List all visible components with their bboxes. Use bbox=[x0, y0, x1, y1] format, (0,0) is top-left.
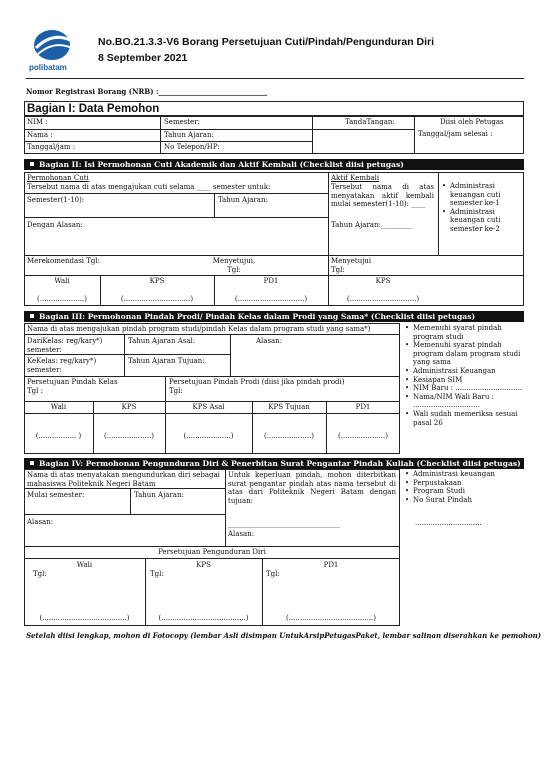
role-kps: KPS bbox=[121, 403, 137, 411]
section-2-title: Bagian II: Isi Permohonan Cuti Akademik dan Aktif Kembali (Checklist diisi petugas) bbox=[24, 159, 524, 170]
letter-number-line[interactable]: .............................. bbox=[415, 519, 482, 527]
checklist-item[interactable]: • Administrasi keuangan bbox=[405, 470, 523, 479]
leave-duration-text[interactable]: Tersebut nama di atas mengajukan cuti selama ____ semester untuk: bbox=[27, 183, 271, 191]
datetime-field[interactable]: Tanggal/jam : bbox=[27, 143, 76, 151]
checklist-item[interactable]: • NIM Baru : .............................. bbox=[405, 384, 523, 393]
signature-line[interactable]: (................. ) bbox=[35, 432, 82, 440]
resign-intro: Nama di atas menyatakan mengundurkan diri sebagai mahasiswa Politeknik Negeri Batam bbox=[27, 471, 220, 488]
footer-note: Setelah diisi lengkap, mohon di Fotocopy (lembar Asli disimpan UntukArsipPetugasPaket, lembar salinan diserahkan ke pemohon) bbox=[26, 631, 542, 640]
checklist-item[interactable]: • Administrasi keuangan cuti semester ke-2 bbox=[442, 208, 522, 234]
role-kps-tujuan: KPS Tujuan bbox=[268, 403, 310, 411]
name-field[interactable]: Nama : bbox=[27, 131, 53, 139]
checklist-item[interactable]: • Administrasi Keuangan bbox=[405, 367, 523, 376]
letter-reason-field[interactable]: Alasan: bbox=[228, 530, 255, 538]
origin-year-field[interactable]: Tahun Ajaran Asal: bbox=[128, 337, 196, 345]
date-field[interactable]: Tgl: bbox=[33, 570, 47, 578]
signature-field[interactable]: TandaTangan: bbox=[345, 118, 395, 126]
polibatam-logo-icon bbox=[26, 28, 78, 62]
document-title: No.BO.21.3.3-V6 Borang Persetujuan Cuti/Pindah/Pengunduran Diri bbox=[98, 36, 435, 48]
resign-year-field[interactable]: Tahun Ajaran: bbox=[134, 491, 184, 499]
checklist-item[interactable]: • Program Studi bbox=[405, 487, 523, 496]
role-kps-2: KPS bbox=[375, 277, 391, 285]
section-1-title: Bagian I: Data Pemohon bbox=[24, 101, 524, 116]
role-wali: Wali bbox=[76, 561, 93, 569]
signature-line[interactable]: (....................) bbox=[37, 295, 87, 303]
transfer-intro: Nama di atas mengajukan pindah program studi/pindah Kelas dalam program studi yang sama*) bbox=[27, 325, 371, 333]
semester-field[interactable]: Semester: bbox=[164, 118, 200, 126]
section-4-checklist bbox=[405, 470, 523, 504]
signature-line[interactable]: (......................................) bbox=[158, 614, 249, 622]
section-2-checklist bbox=[442, 182, 522, 234]
class-transfer-date[interactable]: Tgl : bbox=[27, 387, 43, 395]
logo-text: polibatam bbox=[29, 63, 67, 72]
role-wali: Wali bbox=[54, 277, 70, 285]
checklist-item[interactable]: • Memenuhi syarat pindah program dalam program studi yang sama bbox=[405, 341, 523, 367]
checklist-item[interactable]: • Administrasi keuangan cuti semester ke-1 bbox=[442, 182, 522, 208]
section-3-checklist bbox=[405, 324, 523, 427]
registration-number-label: Nomor Registrasi Borang (NRB) :_______________________________ bbox=[26, 87, 268, 96]
prodi-transfer-approval: Persetujuan Pindah Prodi (diisi jika pindah prodi) bbox=[169, 378, 345, 386]
leave-academic-year-field[interactable]: Tahun Ajaran: bbox=[218, 196, 268, 204]
date-field[interactable]: Tgl: bbox=[150, 570, 164, 578]
target-year-field[interactable]: Tahun Ajaran Tujuan: bbox=[128, 357, 205, 365]
checklist-item[interactable]: • Memenuhi syarat pindah program studi bbox=[405, 324, 523, 341]
checklist-item[interactable]: • No Surat Pindah bbox=[405, 496, 523, 505]
signature-line[interactable]: (..............................) bbox=[234, 295, 308, 303]
approve-label-2: Menyetujui bbox=[331, 257, 372, 265]
section-4-title: Bagian IV: Permohonan Pengunduran Diri & Penerbitan Surat Pengantar Pindah Kuliah (Checklist diisi petugas) bbox=[24, 458, 524, 469]
checklist-item[interactable]: • Kesiapan SIM bbox=[405, 376, 523, 385]
section-3-title: Bagian III: Permohonan Pindah Prodi/ Pindah Kelas dalam Prodi yang Sama* (Checklist diisi petugas) bbox=[24, 311, 524, 322]
checklist-item[interactable]: • Nama/NIM Wali Baru : .............................. bbox=[405, 393, 523, 410]
transfer-letter-text: Untuk keperluan pindah, mohon diterbitkan surat pengantar pindah atas nama tersebut di atas dari Politeknik Negeri Batam dengan tujuan: bbox=[228, 471, 396, 505]
finished-datetime-field[interactable]: Tanggal/jam selesai : bbox=[418, 130, 493, 138]
role-kps: KPS bbox=[149, 277, 165, 285]
resign-approval-title: Persetujuan Pengunduran Diri bbox=[158, 548, 266, 556]
destination-line[interactable]: ________________________________ bbox=[228, 520, 340, 528]
signature-line[interactable]: (....................) bbox=[264, 432, 314, 440]
resign-reason-field[interactable]: Alasan: bbox=[27, 518, 54, 526]
checklist-item[interactable]: • Wali sudah memeriksa sesuai pasal 26 bbox=[405, 410, 523, 427]
transfer-reason-field[interactable]: Alasan: bbox=[256, 337, 283, 345]
signature-line[interactable]: (....................) bbox=[183, 432, 234, 440]
signature-line[interactable]: (..............................) bbox=[346, 295, 420, 303]
resign-semester-field[interactable]: Mulai semester: bbox=[27, 491, 85, 499]
approve-label: Menyetujui, bbox=[212, 257, 256, 265]
header-divider bbox=[26, 78, 524, 79]
logo bbox=[26, 28, 78, 74]
role-pd1: PD1 bbox=[355, 403, 371, 411]
from-class-field[interactable]: DariKelas: reg/kary*) semester: bbox=[27, 337, 103, 354]
reactivation-text[interactable]: Tersebut nama di atas menyatakan aktif kembali mulai semester(1-10): ____ bbox=[331, 183, 434, 209]
staff-only-label: Diisi oleh Petugas bbox=[440, 118, 504, 126]
to-class-field[interactable]: KeKelas: reg/kary*) semester: bbox=[27, 357, 97, 374]
prodi-transfer-date[interactable]: Tgl: bbox=[169, 387, 183, 395]
date-field[interactable]: Tgl: bbox=[266, 570, 280, 578]
nim-field[interactable]: NIM : bbox=[27, 118, 48, 126]
reactivation-heading: Aktif Kembali bbox=[331, 174, 380, 182]
signature-line[interactable]: (..............................) bbox=[120, 295, 194, 303]
leave-reason-field[interactable]: Dengan Alasan: bbox=[27, 221, 83, 229]
signature-line[interactable]: (......................................) bbox=[39, 614, 130, 622]
role-wali: Wali bbox=[50, 403, 67, 411]
academic-year-field[interactable]: Tahun Ajaran: bbox=[164, 131, 214, 139]
class-transfer-approval: Persetujuan Pindah Kelas bbox=[27, 378, 118, 386]
signature-line[interactable]: (....................) bbox=[104, 432, 154, 440]
leave-request-heading: Permohonan Cuti bbox=[27, 174, 89, 182]
checklist-item[interactable]: • Perpustakaan bbox=[405, 479, 523, 488]
signature-line[interactable]: (....................) bbox=[338, 432, 388, 440]
leave-semester-field[interactable]: Semester(1-10): bbox=[27, 196, 85, 204]
role-kps: KPS bbox=[196, 561, 211, 569]
recommend-date-field[interactable]: Merekomendasi Tgl: bbox=[27, 257, 101, 265]
signature-line[interactable]: (......................................) bbox=[285, 614, 376, 622]
approve-date-field-2[interactable]: Tgl: bbox=[331, 266, 345, 274]
document-date: 8 September 2021 bbox=[98, 52, 188, 64]
role-pd1: PD1 bbox=[323, 561, 339, 569]
role-pd1: PD1 bbox=[263, 277, 279, 285]
role-kps-asal: KPS Asal bbox=[192, 403, 225, 411]
reactivation-year-field[interactable]: Tahun Ajaran:_________ bbox=[331, 221, 413, 229]
approve-date-field[interactable]: Tgl: bbox=[227, 266, 241, 274]
phone-field[interactable]: No Telepon/HP: bbox=[164, 143, 220, 151]
